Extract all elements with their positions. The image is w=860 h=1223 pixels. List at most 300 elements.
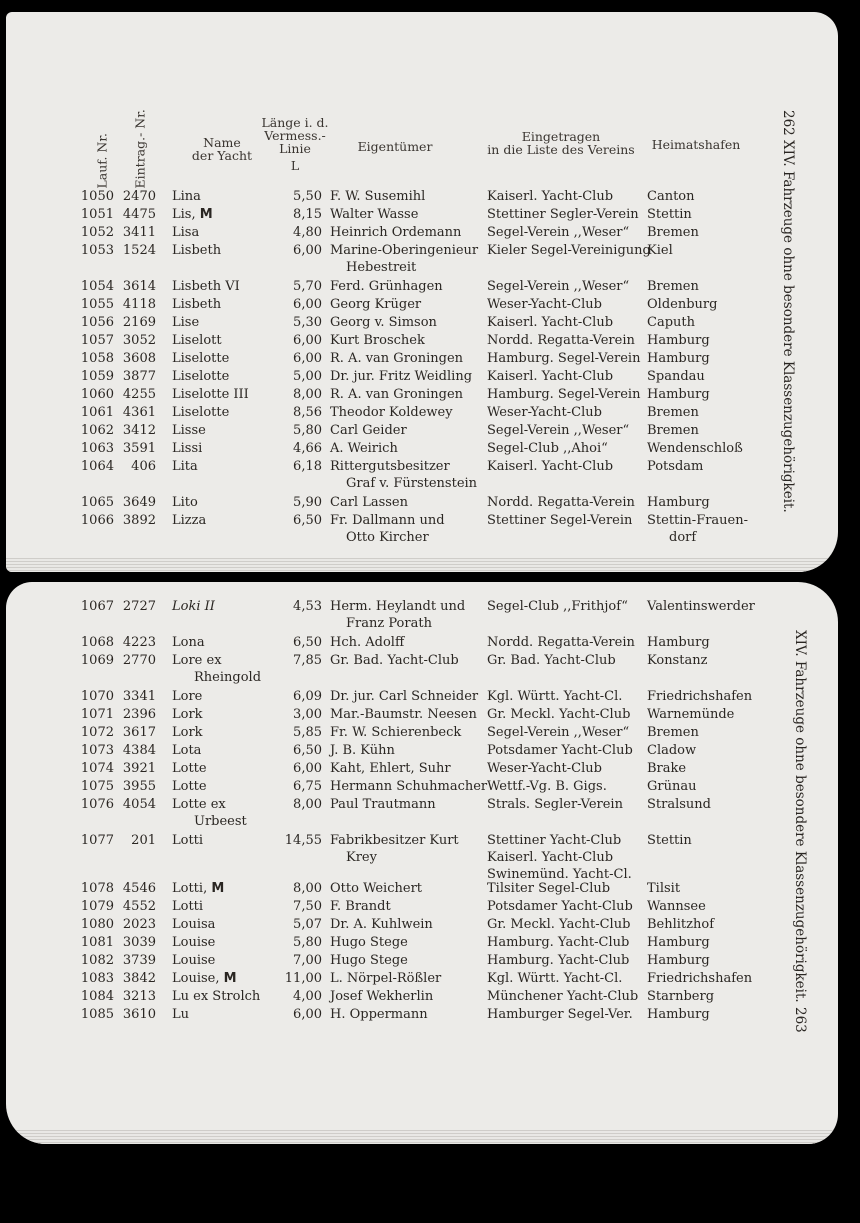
yacht-name-text: Lota bbox=[172, 743, 202, 758]
eintrag-nr: 3614 bbox=[122, 279, 156, 294]
table-row bbox=[6, 386, 786, 404]
club-line3: Swinemünd. Yacht-Cl. bbox=[487, 867, 632, 882]
table-row bbox=[6, 778, 786, 796]
lauf-nr: 1071 bbox=[80, 707, 114, 722]
home-port bbox=[647, 796, 711, 813]
home-port bbox=[647, 916, 714, 933]
yacht-name-text: Lu bbox=[172, 1007, 190, 1022]
yacht-name bbox=[172, 224, 199, 241]
yacht-name bbox=[172, 598, 215, 615]
length-value: 4,53 bbox=[293, 599, 322, 614]
lauf-nr: 1077 bbox=[80, 833, 114, 848]
table-row bbox=[6, 314, 786, 332]
yacht-name-text: Loki II bbox=[172, 599, 215, 614]
lauf-nr: 1070 bbox=[80, 689, 114, 704]
yacht-name-text: Liselotte bbox=[172, 351, 230, 366]
lauf-nr: 1073 bbox=[80, 743, 114, 758]
lauf-nr: 1056 bbox=[80, 315, 114, 330]
club bbox=[487, 332, 635, 349]
owner bbox=[330, 242, 478, 276]
length-value: 5,90 bbox=[293, 495, 322, 510]
yacht-name bbox=[172, 880, 224, 897]
table-row bbox=[6, 598, 786, 631]
length-value: 7,85 bbox=[293, 653, 322, 668]
club bbox=[487, 458, 613, 475]
length-value: 8,15 bbox=[293, 207, 322, 222]
owner bbox=[330, 278, 443, 295]
lauf-nr: 1074 bbox=[80, 761, 114, 776]
owner bbox=[330, 742, 395, 759]
header-club-line2: in die Liste des Vereins bbox=[487, 142, 635, 157]
table-row bbox=[6, 688, 786, 706]
club bbox=[487, 296, 602, 313]
club bbox=[487, 880, 610, 897]
length-value: 4,80 bbox=[293, 225, 322, 240]
lauf-nr: 1064 bbox=[80, 459, 114, 474]
home-port bbox=[647, 724, 699, 741]
table-row bbox=[6, 916, 786, 934]
yacht-name-text: Lore ex bbox=[172, 653, 222, 668]
table-row bbox=[6, 970, 786, 988]
length-value: 6,00 bbox=[293, 333, 322, 348]
club-text: Hamburg. Segel-Verein bbox=[487, 351, 641, 366]
eintrag-nr: 3052 bbox=[122, 333, 156, 348]
lauf-nr: 1051 bbox=[80, 207, 114, 222]
home-port-text: Bremen bbox=[647, 405, 699, 420]
length-value: 3,00 bbox=[293, 707, 322, 722]
home-port bbox=[647, 988, 714, 1005]
owner bbox=[330, 598, 465, 632]
owner bbox=[330, 368, 472, 385]
club-text: Stettiner Yacht-Club bbox=[487, 833, 622, 848]
club-text: Münchener Yacht-Club bbox=[487, 989, 639, 1004]
owner bbox=[330, 1006, 428, 1023]
club-text: Kaiserl. Yacht-Club bbox=[487, 315, 614, 330]
motor-mark: M bbox=[211, 881, 225, 896]
eintrag-nr: 4552 bbox=[122, 899, 156, 914]
owner-text: Carl Lassen bbox=[330, 495, 408, 510]
length-value: 5,85 bbox=[293, 725, 322, 740]
lauf-nr: 1065 bbox=[80, 495, 114, 510]
owner-text: Hch. Adolff bbox=[330, 635, 405, 650]
yacht-name-text: Lotti bbox=[172, 899, 204, 914]
eintrag-nr: 3649 bbox=[122, 495, 156, 510]
length-value: 6,00 bbox=[293, 761, 322, 776]
owner bbox=[330, 706, 477, 723]
yacht-name-text: Lotti bbox=[172, 833, 204, 848]
owner-text: Paul Trautmann bbox=[330, 797, 436, 812]
home-port-text: Konstanz bbox=[647, 653, 708, 668]
eintrag-nr: 3213 bbox=[122, 989, 156, 1004]
owner bbox=[330, 386, 463, 403]
lauf-nr: 1072 bbox=[80, 725, 114, 740]
club bbox=[487, 206, 639, 223]
owner-line2: Franz Porath bbox=[346, 616, 432, 631]
club bbox=[487, 368, 613, 385]
length-value: 6,00 bbox=[293, 297, 322, 312]
table-row bbox=[6, 332, 786, 350]
eintrag-nr: 1524 bbox=[122, 243, 156, 258]
owner-line2: Otto Kircher bbox=[346, 530, 429, 545]
lauf-nr: 1054 bbox=[80, 279, 114, 294]
owner-text: Kurt Broschek bbox=[330, 333, 425, 348]
home-port bbox=[647, 634, 710, 651]
club bbox=[487, 494, 635, 511]
owner-text: R. A. van Groningen bbox=[330, 387, 464, 402]
table-row bbox=[6, 952, 786, 970]
lauf-nr: 1080 bbox=[80, 917, 114, 932]
home-port-text: Hamburg bbox=[647, 387, 710, 402]
length-value: 6,50 bbox=[293, 635, 322, 650]
home-port-text: Hamburg bbox=[647, 935, 710, 950]
home-port-text: Potsdam bbox=[647, 459, 704, 474]
motor-mark: M bbox=[223, 971, 237, 986]
table-row bbox=[6, 832, 786, 882]
club-text: Segel-Verein ,,Weser“ bbox=[487, 423, 630, 438]
yacht-name-text: Lisa bbox=[172, 225, 200, 240]
eintrag-nr: 4223 bbox=[122, 635, 156, 650]
yacht-name-text: Lisbeth bbox=[172, 243, 222, 258]
length-value: 6,75 bbox=[293, 779, 322, 794]
owner-line2: Graf v. Fürstenstein bbox=[346, 476, 478, 491]
yacht-name-text: Lotte bbox=[172, 779, 207, 794]
yacht-name-text: Louise bbox=[172, 953, 216, 968]
home-port-text: Bremen bbox=[647, 423, 699, 438]
yacht-name bbox=[172, 206, 213, 223]
owner bbox=[330, 224, 461, 241]
home-port-line2: dorf bbox=[669, 530, 697, 545]
owner bbox=[330, 332, 425, 349]
owner bbox=[330, 916, 433, 933]
owner-text: J. B. Kühn bbox=[330, 743, 395, 758]
header-eintrag-nr: Eintrag.- Nr. bbox=[132, 109, 148, 189]
lauf-nr: 1069 bbox=[80, 653, 114, 668]
yacht-name bbox=[172, 494, 198, 511]
yacht-name bbox=[172, 188, 201, 205]
club bbox=[487, 724, 629, 741]
owner bbox=[330, 652, 459, 669]
yacht-name bbox=[172, 952, 215, 969]
running-head-bottom: XIV. Fahrzeuge ohne besondere Klassenzugehörigkeit. 263 bbox=[792, 630, 808, 1033]
owner-text: Hugo Stege bbox=[330, 935, 408, 950]
table-row bbox=[6, 458, 786, 491]
yacht-name bbox=[172, 832, 203, 849]
eintrag-nr: 4118 bbox=[122, 297, 156, 312]
yacht-name bbox=[172, 404, 229, 421]
yacht-name-text: Liselotte bbox=[172, 405, 230, 420]
owner bbox=[330, 760, 451, 777]
home-port bbox=[647, 350, 710, 367]
club bbox=[487, 742, 633, 759]
eintrag-nr: 4546 bbox=[122, 881, 156, 896]
yacht-name-text: Lu ex Strolch bbox=[172, 989, 261, 1004]
table-row bbox=[6, 278, 786, 296]
owner-text: Georg Krüger bbox=[330, 297, 422, 312]
home-port-text: Hamburg bbox=[647, 333, 710, 348]
yacht-name-text: Lork bbox=[172, 707, 203, 722]
owner bbox=[330, 778, 487, 795]
yacht-name-text: Louise bbox=[172, 935, 216, 950]
yacht-name bbox=[172, 778, 207, 795]
home-port-text: Spandau bbox=[647, 369, 705, 384]
owner bbox=[330, 688, 478, 705]
home-port-text: Wannsee bbox=[647, 899, 706, 914]
header-club bbox=[476, 130, 646, 156]
owner bbox=[330, 314, 437, 331]
owner bbox=[330, 512, 445, 546]
table-row bbox=[6, 224, 786, 242]
table-row bbox=[6, 350, 786, 368]
club bbox=[487, 916, 630, 933]
owner bbox=[330, 404, 453, 421]
club-text: Weser-Yacht-Club bbox=[487, 761, 602, 776]
club-text: Kieler Segel-Vereinigung bbox=[487, 243, 651, 258]
lauf-nr: 1068 bbox=[80, 635, 114, 650]
yacht-name bbox=[172, 278, 240, 295]
lauf-nr: 1063 bbox=[80, 441, 114, 456]
owner-text: F. Brandt bbox=[330, 899, 391, 914]
length-value: 5,70 bbox=[293, 279, 322, 294]
home-port bbox=[647, 742, 696, 759]
owner-text: Herm. Heylandt und bbox=[330, 599, 466, 614]
header-laenge-line2: Vermess.- bbox=[264, 128, 326, 143]
home-port-text: Warnemünde bbox=[647, 707, 735, 722]
table-row bbox=[6, 512, 786, 545]
header-laenge-line3: Linie bbox=[279, 141, 311, 156]
home-port-text: Bremen bbox=[647, 225, 699, 240]
lauf-nr: 1083 bbox=[80, 971, 114, 986]
header-laenge bbox=[250, 116, 340, 172]
yacht-name-text: Lotte bbox=[172, 761, 207, 776]
home-port-text: Bremen bbox=[647, 725, 699, 740]
owner-text: Carl Geider bbox=[330, 423, 407, 438]
length-value: 4,66 bbox=[293, 441, 322, 456]
club bbox=[487, 706, 630, 723]
club bbox=[487, 350, 640, 367]
yacht-name-text: Lito bbox=[172, 495, 198, 510]
page-edge-bottom bbox=[6, 1130, 838, 1144]
home-port bbox=[647, 934, 710, 951]
lauf-nr: 1058 bbox=[80, 351, 114, 366]
header-name-line2: der Yacht bbox=[191, 148, 253, 163]
club-text: Gr. Bad. Yacht-Club bbox=[487, 653, 616, 668]
owner-text: Fr. Dallmann und bbox=[330, 513, 445, 528]
club bbox=[487, 440, 608, 457]
table-row bbox=[6, 494, 786, 512]
table-row bbox=[6, 1006, 786, 1024]
club-text: Segel-Club ,,Ahoi“ bbox=[487, 441, 608, 456]
lauf-nr: 1082 bbox=[80, 953, 114, 968]
home-port-text: Stettin bbox=[647, 833, 692, 848]
club bbox=[487, 778, 607, 795]
club bbox=[487, 760, 602, 777]
owner bbox=[330, 970, 441, 987]
owner bbox=[330, 422, 407, 439]
yacht-name bbox=[172, 332, 222, 349]
table-row bbox=[6, 188, 786, 206]
club-text: Potsdamer Yacht-Club bbox=[487, 899, 633, 914]
length-value: 6,00 bbox=[293, 351, 322, 366]
owner-text: Fr. W. Schierenbeck bbox=[330, 725, 462, 740]
club-line2: Kaiserl. Yacht-Club bbox=[487, 850, 614, 865]
motor-mark: M bbox=[199, 207, 213, 222]
eintrag-nr: 3955 bbox=[122, 779, 156, 794]
home-port-text: Stralsund bbox=[647, 797, 711, 812]
club bbox=[487, 970, 622, 987]
eintrag-nr: 3892 bbox=[122, 513, 156, 528]
eintrag-nr: 3877 bbox=[122, 369, 156, 384]
club bbox=[487, 652, 616, 669]
lauf-nr: 1067 bbox=[80, 599, 114, 614]
home-port-text: Hamburg bbox=[647, 495, 710, 510]
length-value: 6,18 bbox=[293, 459, 322, 474]
owner-text: R. A. van Groningen bbox=[330, 351, 464, 366]
owner-text: Gr. Bad. Yacht-Club bbox=[330, 653, 459, 668]
club bbox=[487, 898, 633, 915]
yacht-name bbox=[172, 368, 229, 385]
home-port-text: Canton bbox=[647, 189, 695, 204]
length-value: 8,00 bbox=[293, 797, 322, 812]
eintrag-nr: 3842 bbox=[122, 971, 156, 986]
home-port-text: Grünau bbox=[647, 779, 697, 794]
home-port bbox=[647, 332, 710, 349]
owner-text: Marine-Oberingenieur bbox=[330, 243, 479, 258]
yacht-name-text: Louisa bbox=[172, 917, 216, 932]
header-club-line1: Eingetragen bbox=[521, 129, 601, 144]
length-value: 6,00 bbox=[293, 243, 322, 258]
home-port-text: Valentinswerder bbox=[647, 599, 755, 614]
home-port bbox=[647, 440, 743, 457]
home-port-text: Stettin-Frauen- bbox=[647, 513, 749, 528]
club-text: Stettiner Segler-Verein bbox=[487, 207, 639, 222]
yacht-name-text: Lona bbox=[172, 635, 205, 650]
club bbox=[487, 278, 629, 295]
length-value: 6,50 bbox=[293, 513, 322, 528]
home-port bbox=[647, 368, 705, 385]
club-text: Kgl. Württ. Yacht-Cl. bbox=[487, 689, 623, 704]
table-row bbox=[6, 880, 786, 898]
club bbox=[487, 242, 651, 259]
eintrag-nr: 3591 bbox=[122, 441, 156, 456]
owner-text: Walter Wasse bbox=[330, 207, 419, 222]
length-value: 5,30 bbox=[293, 315, 322, 330]
length-value: 5,80 bbox=[293, 935, 322, 950]
yacht-name-text: Lork bbox=[172, 725, 203, 740]
header-owner: Eigentümer bbox=[357, 139, 433, 154]
owner-text: Hugo Stege bbox=[330, 953, 408, 968]
eintrag-nr: 2770 bbox=[122, 653, 156, 668]
length-value: 5,07 bbox=[293, 917, 322, 932]
home-port-text: Oldenburg bbox=[647, 297, 718, 312]
lauf-nr: 1061 bbox=[80, 405, 114, 420]
eintrag-nr: 3039 bbox=[122, 935, 156, 950]
owner-text: A. Weirich bbox=[330, 441, 398, 456]
home-port-text: Brake bbox=[647, 761, 687, 776]
lauf-nr: 1081 bbox=[80, 935, 114, 950]
yacht-name bbox=[172, 724, 203, 741]
lauf-nr: 1078 bbox=[80, 881, 114, 896]
yacht-name bbox=[172, 688, 202, 705]
table-row bbox=[6, 934, 786, 952]
club-text: Stettiner Segel-Verein bbox=[487, 513, 633, 528]
header-name-line1: Name bbox=[203, 135, 241, 150]
club bbox=[487, 988, 638, 1005]
home-port-text: Friedrichshafen bbox=[647, 689, 753, 704]
yacht-name-text: Lisse bbox=[172, 423, 206, 438]
club-text: Kgl. Württ. Yacht-Cl. bbox=[487, 971, 623, 986]
owner-text: Mar.-Baumstr. Neesen bbox=[330, 707, 477, 722]
length-value: 11,00 bbox=[284, 971, 322, 986]
owner-line2: Krey bbox=[346, 850, 377, 865]
yacht-name bbox=[172, 440, 202, 457]
club bbox=[487, 796, 623, 813]
table-row bbox=[6, 760, 786, 778]
club bbox=[487, 422, 629, 439]
length-value: 14,55 bbox=[284, 833, 322, 848]
length-value: 5,00 bbox=[293, 369, 322, 384]
lower-page bbox=[6, 582, 838, 1144]
yacht-name-text: Lotti, bbox=[172, 881, 208, 896]
yacht-name-text: Lita bbox=[172, 459, 198, 474]
table-row bbox=[6, 742, 786, 760]
yacht-name bbox=[172, 314, 199, 331]
home-port-text: Kiel bbox=[647, 243, 673, 258]
club-text: Gr. Meckl. Yacht-Club bbox=[487, 917, 631, 932]
lauf-nr: 1085 bbox=[80, 1007, 114, 1022]
home-port bbox=[647, 952, 710, 969]
yacht-name bbox=[172, 916, 215, 933]
yacht-name bbox=[172, 970, 237, 987]
eintrag-nr: 2396 bbox=[122, 707, 156, 722]
header-laenge-line1: Länge i. d. bbox=[261, 115, 329, 130]
yacht-name-text: Liselotte bbox=[172, 369, 230, 384]
eintrag-nr: 201 bbox=[131, 833, 156, 848]
eintrag-nr: 2727 bbox=[122, 599, 156, 614]
yacht-name bbox=[172, 760, 207, 777]
club-text: Hamburg. Segel-Verein bbox=[487, 387, 641, 402]
yacht-name bbox=[172, 634, 205, 651]
yacht-name-text: Lisbeth bbox=[172, 297, 222, 312]
club-text: Wettf.-Vg. B. Gigs. bbox=[487, 779, 607, 794]
header-port: Heimatshafen bbox=[651, 137, 741, 152]
home-port-text: Bremen bbox=[647, 279, 699, 294]
club-text: Segel-Verein ,,Weser“ bbox=[487, 225, 630, 240]
table-row bbox=[6, 242, 786, 275]
club-text: Segel-Club ,,Frithjof“ bbox=[487, 599, 628, 614]
lauf-nr: 1062 bbox=[80, 423, 114, 438]
owner-text: Heinrich Ordemann bbox=[330, 225, 462, 240]
lauf-nr: 1076 bbox=[80, 797, 114, 812]
yacht-name-text: Lotte ex bbox=[172, 797, 226, 812]
club bbox=[487, 934, 629, 951]
club-text: Strals. Segler-Verein bbox=[487, 797, 623, 812]
yacht-name-text: Liselotte III bbox=[172, 387, 249, 402]
table-row bbox=[6, 440, 786, 458]
table-row bbox=[6, 706, 786, 724]
home-port bbox=[647, 296, 717, 313]
owner bbox=[330, 206, 418, 223]
home-port bbox=[647, 1006, 710, 1023]
club-text: Kaiserl. Yacht-Club bbox=[487, 369, 614, 384]
club-text: Weser-Yacht-Club bbox=[487, 297, 602, 312]
club-text: Tilsiter Segel-Club bbox=[487, 881, 611, 896]
table-row bbox=[6, 652, 786, 685]
lauf-nr: 1057 bbox=[80, 333, 114, 348]
eintrag-nr: 4361 bbox=[122, 405, 156, 420]
length-value: 8,00 bbox=[293, 387, 322, 402]
owner bbox=[330, 952, 408, 969]
yacht-name-line2: Rheingold bbox=[194, 670, 262, 685]
